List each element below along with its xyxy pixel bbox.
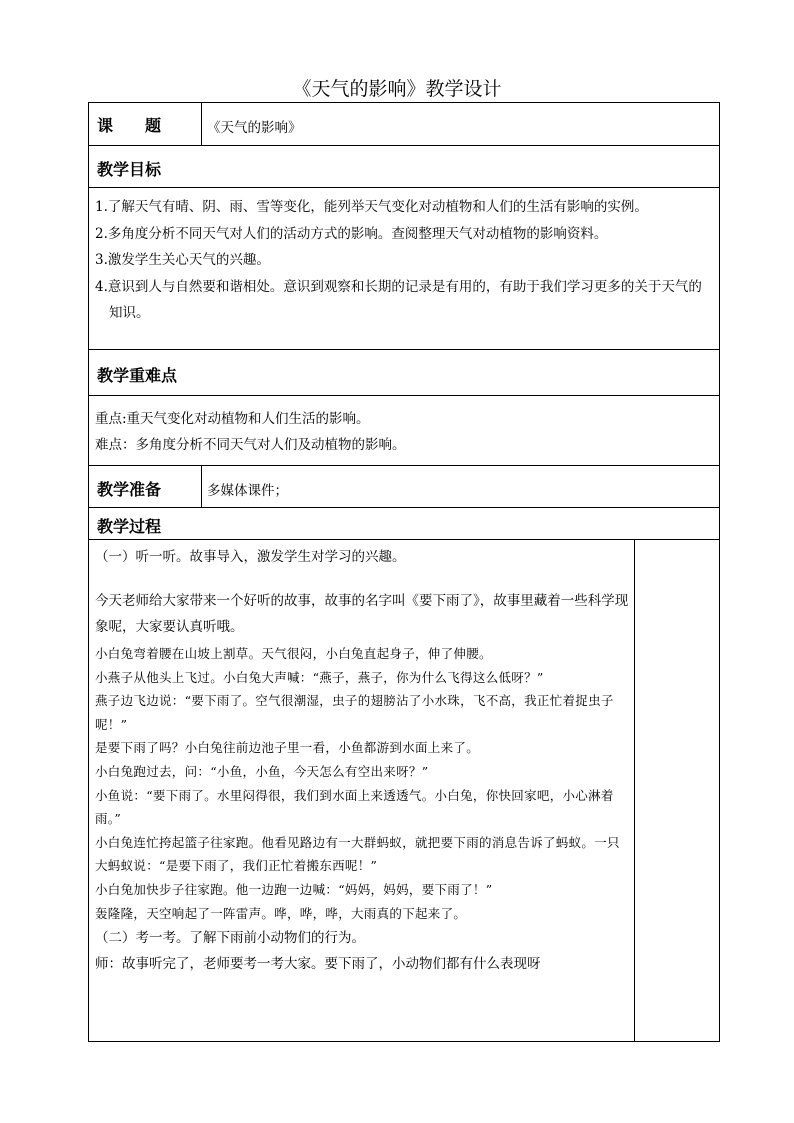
objectives-content-row — [89, 187, 719, 349]
document-title: 《天气的影响》教学设计 — [292, 78, 502, 100]
story-line: 小燕子从他头上飞过。小白兔大声喊：“燕子，燕子，你为什么飞得这么低呀？” — [95, 669, 544, 685]
objective-item: 2.多角度分析不同天气对人们的活动方式的影响。查阅整理天气对动植物的影响资料。 — [95, 225, 608, 242]
process-content — [95, 544, 629, 977]
keypoints-content — [95, 406, 406, 458]
process-teacher-text: 师：故事听完了，老师要考一考大家。要下雨了，小动物们都有什么表现呀 — [95, 956, 541, 973]
story-line: 小白兔弯着腰在山坡上割草。天气很闷，小白兔直起身子，伸了伸腰。 — [95, 646, 492, 661]
story-line: 小白兔跑过去，问：“小鱼，小鱼，今天怎么有空出来呀？” — [95, 763, 429, 779]
objective-item: 1.了解天气有晴、阴、雨、雪等变化，能列举天气变化对动植物和人们的生活有影响的实例。 — [95, 199, 648, 215]
process-heading-row — [89, 507, 719, 539]
story-line: 小白兔加快步子往家跑。他一边跑一边喊：“妈妈，妈妈，要下雨了！” — [95, 881, 493, 897]
process-heading: 教学过程 — [97, 517, 162, 536]
process-content-row — [89, 539, 719, 1042]
process-side-divider — [634, 540, 635, 1042]
objective-item: 4.意识到人与自然要和谐相处。意识到观察和长期的记录是有用的，有助于我们学习更多的关于天气的知识。 — [95, 278, 702, 321]
keypoints-heading: 教学重难点 — [97, 366, 178, 385]
objectives-heading-row — [89, 145, 719, 187]
story-line: 是要下雨了吗？小白兔往前边池子里一看，小鱼都游到水面上来了。 — [95, 740, 480, 756]
topic-label: 课 题 — [97, 116, 162, 135]
process-section-1: （一）听一听。故事导入，激发学生对学习的兴趣。 — [95, 549, 406, 565]
topic-divider — [201, 103, 202, 145]
lesson-plan-table — [88, 102, 720, 1042]
keypoints-heading-row — [89, 349, 719, 395]
difficult-point-text: 难点：多角度分析不同天气对人们及动植物的影响。 — [95, 437, 406, 453]
topic-value: 《天气的影响》 — [207, 120, 302, 136]
preparation-row — [89, 465, 719, 507]
preparation-value: 多媒体课件； — [207, 483, 288, 499]
objectives-heading: 教学目标 — [97, 160, 162, 179]
key-point-text: 重点:重天气变化对动植物和人们生活的影响。 — [95, 411, 370, 427]
keypoints-content-row — [89, 395, 719, 465]
story-line: 轰隆隆，天空响起了一阵雷声。哗，哗，哗，大雨真的下起来了。 — [95, 905, 467, 921]
preparation-heading: 教学准备 — [97, 480, 162, 499]
story-line: 燕子边飞边说：“要下雨了。空气很潮湿，虫子的翅膀沾了小水珠，飞不高，我正忙着捉虫子呢！” — [95, 693, 614, 732]
process-intro: 今天老师给大家带来一个好听的故事，故事的名字叫《要下雨了》，故事里藏着一些科学现象呢，大家要认真听哦。 — [95, 593, 629, 635]
topic-row — [89, 103, 719, 145]
story-text — [95, 642, 629, 925]
story-line: 小白兔连忙挎起篮子往家跑。他看见路边有一大群蚂蚁，就把要下雨的消息告诉了蚂蚁。一只大蚂蚁说：“是要下雨了，我们正忙着搬东西呢！” — [95, 834, 620, 874]
objective-item: 3.激发学生关心天气的兴趣。 — [95, 252, 270, 268]
objectives-list — [95, 194, 715, 327]
process-section-2: （二）考一考。了解下雨前小动物们的行为。 — [95, 930, 365, 947]
story-line: 小鱼说：“要下雨了。水里闷得很，我们到水面上来透透气。小白兔，你快回家吧，小心淋着雨。” — [95, 787, 614, 827]
preparation-divider — [201, 466, 202, 507]
